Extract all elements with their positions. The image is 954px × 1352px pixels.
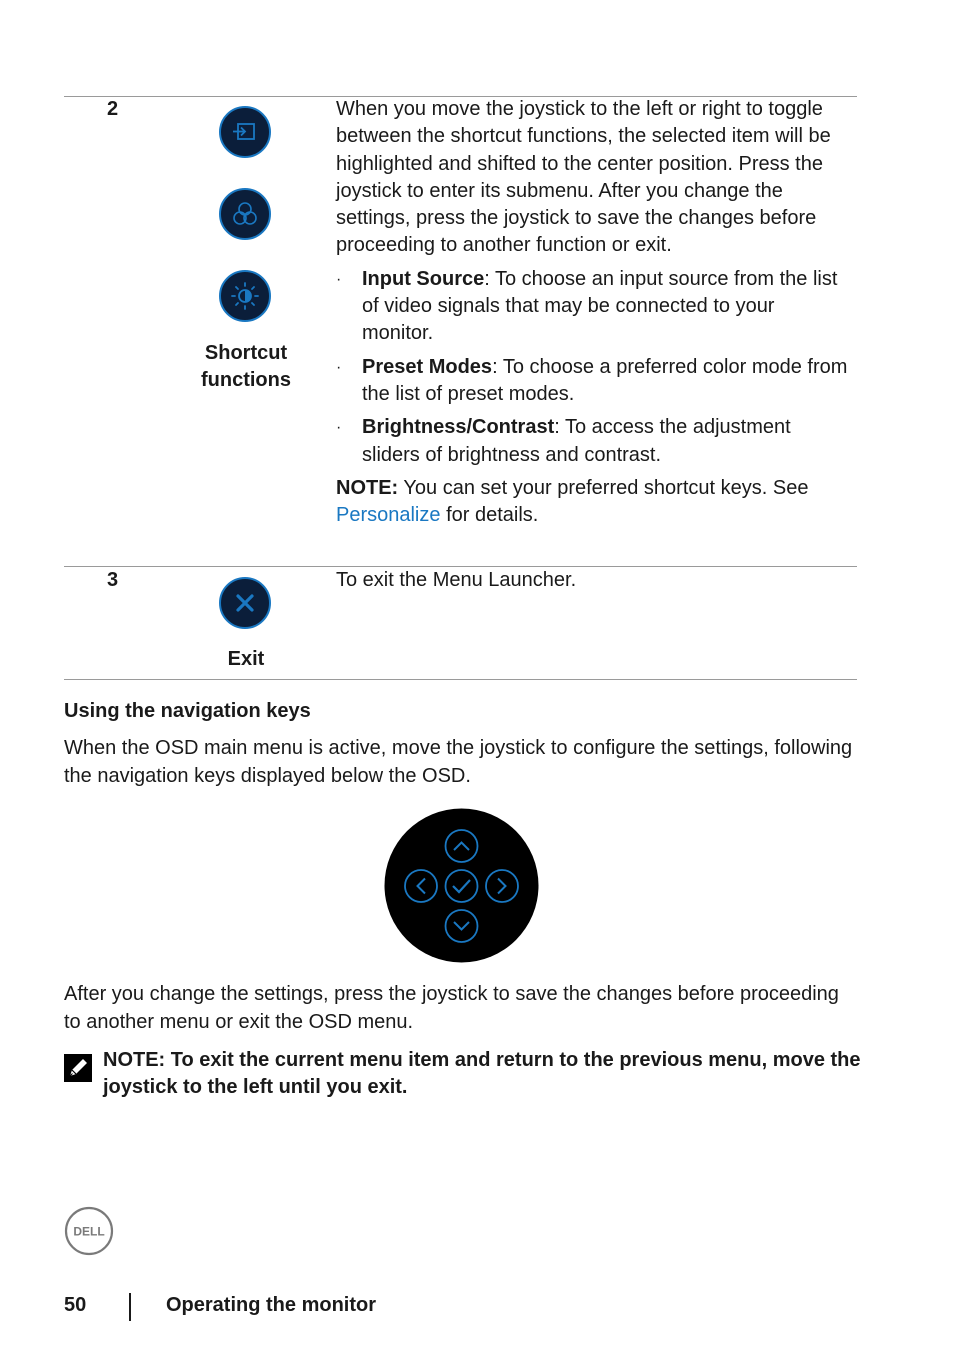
note-label: NOTE: <box>336 476 399 499</box>
footer-divider <box>129 1293 131 1321</box>
page-number: 50 <box>64 1294 87 1316</box>
shortcut-label-line1: Shortcut <box>204 342 288 364</box>
list-item: · Preset Modes: To choose a preferred color mode from the list of preset modes. <box>336 355 848 405</box>
shortcut-functions-label <box>180 340 312 394</box>
dell-logo-text: DELL <box>73 1224 105 1239</box>
list-item: · Brightness/Contrast: To access the adjustment sliders of brightness and contrast. <box>336 416 791 466</box>
bullet-term: Brightness/Contrast <box>362 416 555 439</box>
exit-description: To exit the Menu Launcher. <box>336 569 577 591</box>
shortcut-intro: When you move the joystick to the left or right to toggle between the shortcut functions, the selected item will be highlighted and shifted to the center position. Press the joystick to enter its submenu. After you change the settings, press the joystick to save the changes before proceeding to another function or exit. <box>336 98 831 257</box>
exit-label: Exit <box>227 648 265 670</box>
dell-logo <box>64 1206 114 1256</box>
navigation-keys-diagram <box>384 808 539 963</box>
personalize-link[interactable]: Personalize <box>336 504 441 527</box>
shortcut-note <box>336 475 848 530</box>
preset-modes-icon <box>219 188 271 240</box>
row-number: 2 <box>107 98 119 120</box>
bullet-term: Input Source <box>362 267 485 290</box>
row-number: 3 <box>107 569 119 591</box>
exit-icon <box>219 577 271 629</box>
input-source-icon <box>219 106 271 158</box>
note-pencil-icon <box>64 1054 92 1082</box>
table-bottom-rule <box>64 679 857 680</box>
brightness-contrast-icon <box>219 270 271 322</box>
bullet-text: : To choose a preferred color mode from the list of preset modes. <box>362 355 848 405</box>
shortcut-description <box>336 96 848 529</box>
shortcut-bullet-list <box>336 266 848 469</box>
shortcut-label-line2: functions <box>201 369 291 391</box>
section-intro: When the OSD main menu is active, move the joystick to configure the settings, following the navigation keys displayed below the OSD. <box>64 737 853 787</box>
note-text: You can set your preferred shortcut keys. See <box>398 476 809 499</box>
section-after: After you change the settings, press the joystick to save the changes before proceeding to another menu or exit the OSD menu. <box>64 983 839 1033</box>
bullet-term: Preset Modes <box>362 355 493 378</box>
section-heading: Using the navigation keys <box>64 700 311 722</box>
chapter-title: Operating the monitor <box>166 1294 376 1316</box>
note-tail: for details. <box>440 504 539 527</box>
list-item: · Input Source: To choose an input source from the list of video signals that may be connected to your monitor. <box>336 267 838 345</box>
section-note: NOTE: To exit the current menu item and return to the previous menu, move the joystick to the left until you exit. <box>103 1049 861 1098</box>
bullet-text: : To access the adjustment sliders of brightness and contrast. <box>362 416 791 466</box>
bullet-text: : To choose an input source from the list of video signals that may be connected to your monitor. <box>362 267 838 345</box>
